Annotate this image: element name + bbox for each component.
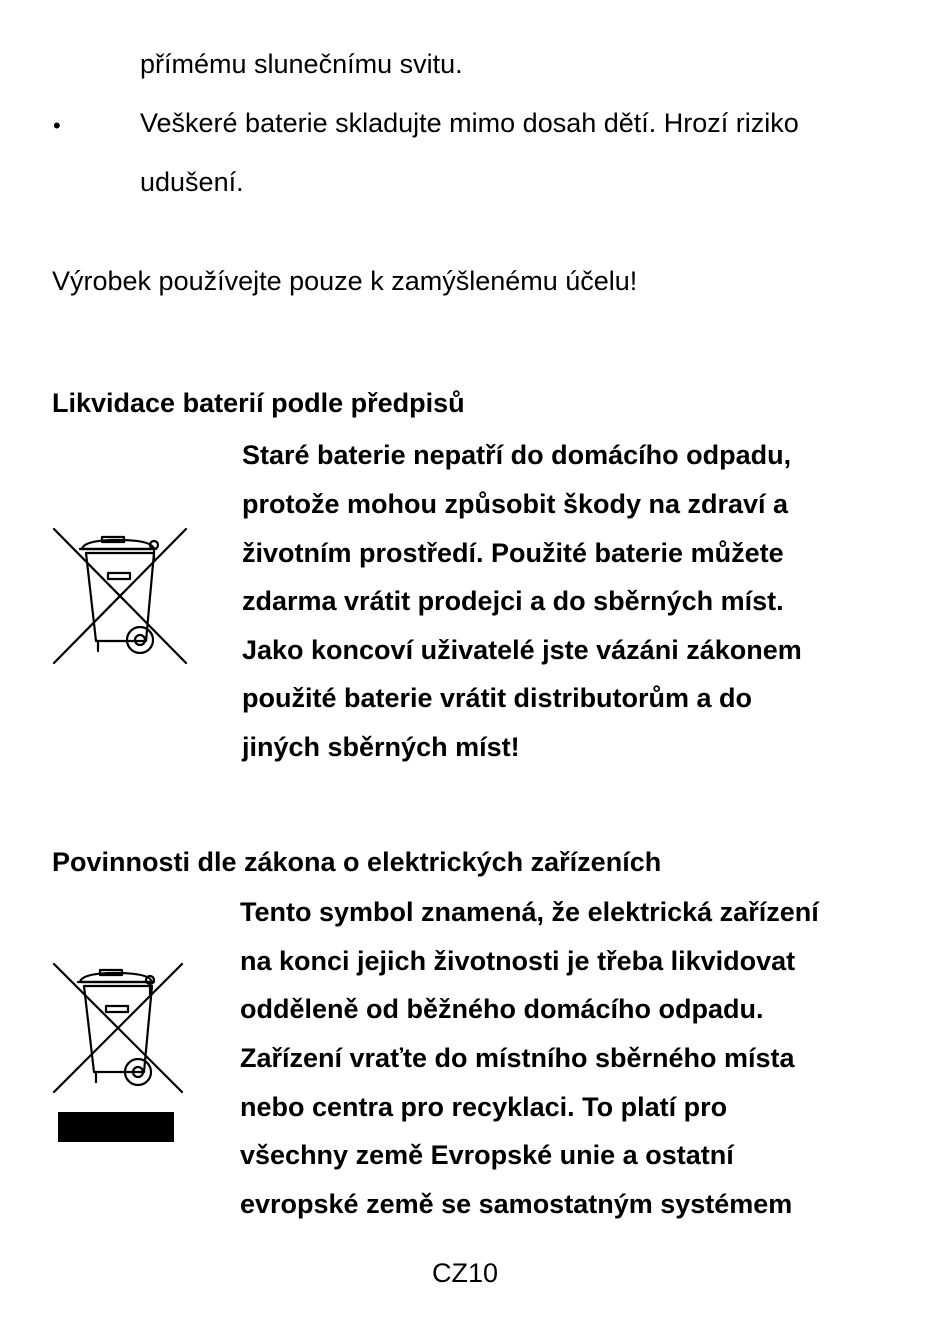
weee-text-line: Tento symbol znamená, že elektrická zařízení [240, 897, 819, 927]
battery-text-line: protože mohou způsobit škody na zdraví a [242, 489, 789, 519]
weee-section-heading: Povinnosti dle zákona o elektrických zařízeních [52, 847, 662, 877]
weee-text-line: na konci jejich životnosti je třeba likvidovat [240, 946, 796, 976]
bullet-text-line-1: Veškeré baterie skladujte mimo dosah dětí. Hrozí riziko [140, 108, 799, 138]
bullet-text-line-2: udušení. [140, 167, 244, 197]
weee-text-line: všechny země Evropské unie a ostatní [240, 1140, 734, 1170]
weee-text-line: evropské země se samostatným systémem [240, 1189, 793, 1219]
weee-text-line: Zařízení vraťte do místního sběrného místa [240, 1043, 795, 1073]
battery-text-line: Jako koncoví uživatelé jste vázáni zákonem [242, 635, 802, 665]
battery-section-heading: Likvidace baterií podle předpisů [52, 388, 465, 418]
weee-text-line: nebo centra pro recyklaci. To platí pro [240, 1092, 728, 1122]
page-number: CZ10 [432, 1258, 499, 1288]
crossed-out-wheelie-bin-icon [50, 525, 190, 667]
intro-line: přímému slunečnímu svitu. [140, 49, 463, 79]
battery-text-line: životním prostředí. Použité baterie můžete [242, 538, 784, 568]
battery-text-line: použité baterie vrátit distributorům a do [242, 683, 753, 713]
battery-text-line: zdarma vrátit prodejci a do sběrných míst. [242, 586, 784, 616]
usage-note: Výrobek používejte pouze k zamýšlenému účelu! [52, 266, 638, 296]
weee-text-line: odděleně od běžného domácího odpadu. [240, 994, 764, 1024]
battery-text-line: jiných sběrných míst! [242, 732, 520, 762]
bullet-symbol: • [53, 113, 61, 138]
crossed-out-wheelie-bin-with-bar-icon [50, 962, 186, 1144]
battery-text-line: Staré baterie nepatří do domácího odpadu, [242, 440, 792, 470]
